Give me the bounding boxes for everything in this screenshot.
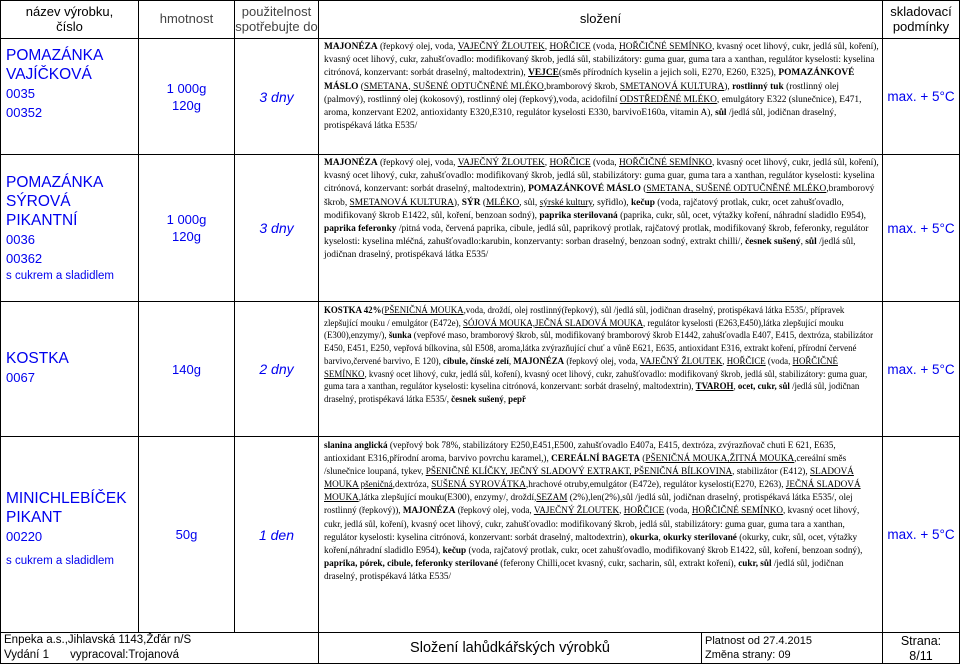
- composition-segment: (: [640, 453, 646, 464]
- shelf-life-cell: [235, 302, 318, 436]
- prepared-by: vypracoval:Trojanová: [70, 649, 180, 661]
- composition-segment: ,voda, droždí, olej rostlinný(řepkový), sůl /jedlá sůl, jodičnan draselný, protispékavá látka E535/, přípravek zlepšující mouku / emulgátor (E472e),: [324, 305, 845, 328]
- composition-segment: ,: [733, 381, 738, 392]
- footer-company: [4, 633, 316, 648]
- document-title: [319, 633, 701, 663]
- header-weight: [139, 11, 234, 31]
- page-label: Strana:: [900, 634, 942, 648]
- composition-segment: sůl: [715, 108, 727, 119]
- composition-segment: ,: [722, 355, 727, 366]
- composition-segment: (okurky, cukr, sůl, ocet, výtažky koření,náhradní sladidlo E954),: [324, 531, 858, 555]
- composition-segment: ),: [453, 197, 462, 208]
- composition-segment: (feferony Chilli,ocet kvasný, cukr, sacharin, sůl, extrakt koření),: [497, 557, 739, 568]
- composition-segment: ,: [503, 393, 509, 404]
- composition-segment: , kvasný ocet lihový, cukr, jedlá sůl, koření), kvasný ocet lihový, cukr, zahušťovadlo: modifikovaný škrob, jedlá sůl, stabilizátory: guma guar, guma tara a xanthan, regulátor kyselosti: kyselina citrónová, konzervant: sorbát draselný, maltodextrin),: [324, 158, 879, 195]
- valid-from: Platnost od 27.4.2015: [705, 635, 813, 647]
- composition-segment: ,látka zlepšující mouku(E300), enzymy/, droždí,: [358, 492, 537, 503]
- composition-segment: ODSTŘEDĚNÉ MLÉKO: [619, 94, 717, 105]
- composition-segment: MAJONÉZA: [402, 505, 456, 516]
- composition-segment: HOŘČIČNÉ SEMÍNKO: [324, 355, 838, 379]
- composition-segment: paprika, pórek, cibule, feferonky sterilované: [324, 557, 498, 568]
- composition-segment: sýrské kultury: [539, 197, 593, 208]
- composition-segment: ,: [658, 531, 664, 542]
- composition-segment: (voda,: [765, 355, 793, 366]
- composition-segment: kečup: [630, 197, 655, 208]
- storage-value: max. + 5°C: [887, 89, 955, 104]
- weight-cell: [139, 437, 234, 632]
- composition-segment: ,hrachové otruby,emulgátor (E472e), regulátor kyselosti(E270, E263),: [525, 479, 786, 490]
- composition-segment: PŠENIČNÁ MOUKA,ŽITNÁ MOUKA: [645, 453, 795, 464]
- header-storage-line2: podmínky: [892, 19, 950, 34]
- composition-segment: JEČNÁ SLADOVÁ MOUKA: [324, 479, 861, 503]
- composition-segment: KOSTKA 42%: [324, 305, 382, 315]
- composition-segment: ,bramborový škrob,: [543, 81, 620, 92]
- product-code: 0067: [6, 370, 35, 385]
- composition-segment: , regulátor kyselosti (E263,E450),látka zlepšující mouku (E300),enzymy/),: [324, 317, 844, 341]
- composition-segment: SLADOVÁ MOUKA pšeničná: [324, 466, 854, 490]
- composition-segment: paprika feferonky: [324, 224, 397, 235]
- shelf-life-value: 3 dny: [259, 88, 294, 105]
- composition-segment: (: [480, 197, 486, 208]
- storage-value: max. + 5°C: [887, 220, 955, 236]
- composition-segment: ,: [619, 505, 624, 516]
- storage-cell: [883, 302, 959, 436]
- header-shelf-line2: spotřebujte do: [235, 19, 318, 34]
- composition-segment: HOŘČIČNÉ SEMÍNKO: [618, 158, 712, 168]
- composition-text: [324, 304, 879, 406]
- storage-cell: [883, 437, 959, 632]
- composition-segment: VEJCE: [528, 68, 559, 79]
- product-name: POMAZÁNKA: [6, 47, 104, 64]
- composition-segment: /jedlá sůl, jodičnan draselný, protispékavá látka E535/: [324, 108, 837, 132]
- composition-segment: VAJEČNÝ ŽLOUTEK: [533, 505, 620, 516]
- composition-segment: , sůl,: [519, 197, 540, 208]
- header-product: [1, 4, 138, 38]
- composition-segment: česnek sušený: [745, 237, 801, 248]
- composition-segment: HOŘČICE: [623, 505, 665, 516]
- composition-segment: (paprika, cukr, sůl, ocet, výtažky koření, náhradní sladidlo E954),: [617, 210, 866, 221]
- composition-segment: ,cereální směs /slunečnice loupaná, tykev,: [324, 453, 847, 477]
- composition-segment: , kvasný ocet lihový, cukr, jedlá sůl, koření), kvasný ocet lihový, cukr, zahušťovadlo: modifikovaný škrob, jedlá sůl, stabilizátory: guma guar, guma tara a xanthan, regulátor kyselosti: kyselina citrónová, konzervant: sorbát draselný, maltodextrin),: [324, 505, 860, 542]
- composition-segment: SMETANOVÁ KULTURA: [349, 197, 454, 208]
- composition-segment: sůl: [805, 237, 817, 248]
- composition-segment: SÓJOVÁ MOUKA,JEČNÁ SLADOVÁ MOUKA: [463, 317, 643, 328]
- composition-cell: [319, 155, 882, 301]
- product-cell: [6, 46, 137, 152]
- composition-segment: cukr, sůl: [738, 557, 772, 568]
- composition-segment: ),: [724, 81, 733, 92]
- composition-cell: [319, 302, 882, 436]
- composition-segment: PŠENIČNÉ KLÍČKY, JEČNÝ SLADOVÝ EXTRAKT, PŠENIČNÁ BÍLKOVINA: [425, 466, 733, 477]
- composition-segment: (směs přírodních kyselin a jejich soli, E270, E260, E325),: [558, 68, 779, 79]
- composition-segment: , syřidlo),: [592, 197, 631, 208]
- product-name: KOSTKA: [6, 350, 69, 367]
- composition-segment: (vepřový bok 78%, stabilizátory E250,E451,E500, zahušťovadlo E407a, E415, dextróza, zvýrazňovač chuti E 621, E635, antioxidant E316,přírodní aroma, barvivo povrchu karamel,),: [324, 440, 836, 464]
- composition-segment: ,bramborový škrob,: [324, 184, 875, 208]
- composition-segment: MAJONÉZA: [324, 42, 378, 52]
- header-storage-line1: skladovací: [890, 4, 952, 19]
- weight-cell: [139, 302, 234, 436]
- product-cell: [6, 173, 137, 299]
- storage-cell: [883, 39, 959, 154]
- composition-segment: POMAZÁNKOVÉ MÁSLO: [324, 68, 855, 92]
- composition-segment: HOŘČICE: [726, 355, 766, 366]
- footer-issue: [4, 647, 316, 663]
- shelf-life-value: 1 den: [258, 526, 295, 543]
- product-code: 00362: [6, 251, 43, 266]
- product-code: 0035: [6, 86, 35, 101]
- composition-segment: PŠENIČNÁ MOUKA: [384, 305, 464, 315]
- weight-value: 1 000g: [166, 80, 207, 96]
- composition-segment: MAJONÉZA: [513, 355, 565, 366]
- composition-segment: POMAZÁNKOVÉ MÁSLO: [528, 184, 641, 195]
- product-name: PIKANTNÍ: [6, 212, 78, 229]
- composition-segment: cibule, čínské zelí: [443, 355, 509, 366]
- product-name: MINICHLEBÍČEK: [6, 490, 127, 507]
- product-name: PIKANT: [6, 509, 62, 526]
- composition-segment: SUŠENÁ SYROVÁTKA: [431, 479, 526, 490]
- composition-segment: HOŘČIČNÉ SEMÍNKO: [618, 42, 712, 52]
- product-name: SÝROVÁ: [6, 193, 71, 210]
- product-code: 00352: [6, 105, 43, 120]
- page-change: Změna strany: 09: [705, 649, 791, 661]
- composition-segment: HOŘČICE: [549, 42, 591, 52]
- composition-segment: MAJONÉZA: [324, 158, 378, 168]
- composition-segment: , kvasný ocet lihový, cukr, jedlá sůl, koření), kvasný ocet lihový, cukr, zahušťovadlo: modifikovaný škrob, jedlá sůl, stabilizátory: guma guar, guma tara a xanthan, regulátor kyselosti: kyselina citrónová, konzervant: sorbát draselný, maltodextrin),: [324, 368, 868, 392]
- product-note: s cukrem a sladidlem: [6, 555, 115, 567]
- shelf-life-cell: [235, 155, 318, 301]
- composition-cell: [319, 437, 882, 632]
- composition-segment: /jedlá sůl, jodičnan draselný, protispékavá látka E535/: [324, 237, 856, 261]
- header-shelf: [235, 4, 318, 38]
- issue-number: Vydání 1: [4, 649, 49, 661]
- header-product-line2: číslo: [56, 19, 83, 34]
- composition-segment: paprika sterilovaná: [539, 210, 618, 221]
- weight-value: 50g: [175, 527, 198, 542]
- weight-value: 120g: [172, 229, 201, 244]
- header-weight-label: hmotnost: [159, 11, 214, 26]
- composition-text: [324, 41, 879, 133]
- composition-segment: (voda, rajčatový protlak, cukr, ocet zahušťovadlo, modifikovaný škrob E1422, sůl, koření, benzoan sodný),: [324, 197, 844, 221]
- product-code: 0036: [6, 232, 35, 247]
- composition-segment: (řepkový olej, voda,: [377, 42, 458, 52]
- composition-segment: pepř: [508, 393, 526, 404]
- product-cell: [6, 349, 137, 409]
- composition-segment: HOŘČIČNÉ SEMÍNKO: [691, 505, 784, 516]
- composition-segment: (: [381, 305, 385, 315]
- composition-segment: (voda,: [590, 158, 619, 168]
- composition-segment: ,: [800, 237, 806, 248]
- composition-segment: (: [358, 81, 364, 92]
- composition-segment: SMETANA, SUŠENÉ ODTUČNĚNÉ MLÉKO: [646, 184, 827, 195]
- weight-value: 1 000g: [166, 212, 207, 227]
- composition-segment: kečup: [442, 544, 467, 555]
- composition-segment: TVAROH: [695, 381, 734, 392]
- composition-segment: SÝR: [461, 197, 481, 208]
- composition-segment: ocet, cukr, sůl: [737, 381, 790, 392]
- composition-segment: , kvasný ocet lihový, cukr, jedlá sůl, koření), kvasný ocet lihový, cukr, zahušťovadlo: modifikovaný škrob, jedlá sůl, stabilizátory: guma guar, guma tara a xanthan, regulátor kyselosti: kyselina citrónová, konzervant: sorbát draselný, maltodextrin),: [324, 42, 879, 79]
- weight-cell: [139, 155, 234, 301]
- composition-segment: VAJEČNÝ ŽLOUTEK: [457, 42, 545, 52]
- composition-segment: (voda,: [590, 42, 619, 52]
- composition-segment: SMETANA, SUŠENÉ ODTUČNĚNÉ MLÉKO: [363, 81, 544, 92]
- composition-segment: /jedlá sůl, jodičnan draselný, protispékavá látka E535/: [324, 557, 844, 581]
- composition-segment: SEZAM: [536, 492, 568, 503]
- shelf-life-cell: [235, 39, 318, 154]
- composition-segment: HOŘČICE: [549, 158, 591, 168]
- composition-segment: ,: [508, 355, 514, 366]
- weight-value: 120g: [172, 97, 201, 113]
- composition-segment: ,dextróza,: [392, 479, 432, 490]
- composition-text: [324, 439, 879, 583]
- header-shelf-line1: použitelnost: [241, 4, 312, 19]
- storage-value: max. + 5°C: [887, 361, 955, 377]
- composition-segment: (řepkový olej, voda,: [455, 505, 534, 516]
- composition-segment: VAJEČNÝ ŽLOUTEK: [457, 158, 545, 168]
- composition-segment: SMETANOVÁ KULTURA: [619, 81, 725, 92]
- composition-segment: ,: [544, 158, 550, 168]
- header-composition: [319, 11, 882, 31]
- composition-segment: (rostlinný olej (palmový), rostlinný olej (kokosový), rostlinný olej (řepkový),voda, acidofilní: [324, 81, 839, 105]
- composition-segment: /jedlá sůl, jodičnan draselný, protispékavá látka E535/,: [324, 381, 860, 404]
- storage-value: max. + 5°C: [887, 527, 955, 542]
- composition-segment: česnek sušený: [451, 393, 504, 404]
- product-note: s cukrem a sladidlem: [6, 270, 115, 282]
- composition-segment: (voda, rajčatový protlak, cukr, ocet zahušťovadlo, modifikovaný škrob E1422, sůl, koření, benzoan sodný),: [466, 544, 863, 555]
- shelf-life-value: 2 dny: [259, 361, 294, 377]
- product-cell: [6, 489, 137, 589]
- composition-segment: ,: [544, 42, 550, 52]
- header-storage: [883, 4, 959, 38]
- company-address: Enpeka a.s.,Jihlavská 1143,Žďár n/S: [4, 634, 192, 646]
- composition-segment: VAJEČNÝ ŽLOUTEK: [639, 355, 723, 366]
- shelf-life-cell: [235, 437, 318, 632]
- storage-cell: [883, 155, 959, 301]
- product-name: VAJÍČKOVÁ: [6, 66, 92, 83]
- composition-segment: okurky sterilované: [663, 531, 737, 542]
- weight-cell: [139, 39, 234, 154]
- composition-segment: (: [640, 184, 647, 195]
- shelf-life-value: 3 dny: [259, 220, 294, 236]
- composition-segment: rostlinný tuk: [732, 81, 784, 92]
- composition-segment: (2%),len(2%),sůl /jedlá sůl, jodičnan draselný, protispékavá látka E535/, olej rostlinný (řepkový)),: [324, 492, 853, 516]
- composition-segment: MLÉKO: [485, 197, 520, 208]
- composition-text: [324, 157, 879, 263]
- product-code: 00220: [6, 529, 43, 544]
- composition-segment: (voda,: [664, 505, 692, 516]
- composition-segment: (vepřové maso, bramborový škrob, sůl, modifikovaný bramborový škrob E1442, zahušťovadla E407, E415, dextróza, stabilizátor E450, E451, E250, vepřová bílkovina, sůl E508, aroma,látka zvýrazňující chuť a vůně E621, E635, antioxidant E316, extrakt koření, přírodní červené barvivo,červené barvivo, E 120),: [324, 330, 874, 366]
- composition-cell: [319, 39, 882, 154]
- weight-value: 140g: [172, 361, 201, 377]
- composition-segment: CEREÁLNÍ BAGETA: [551, 453, 640, 464]
- composition-segment: (řepkový olej, voda,: [564, 355, 640, 366]
- header-product-line1: název výrobku,: [25, 4, 114, 19]
- product-name: POMAZÁNKA: [6, 174, 104, 191]
- footer-page: [883, 633, 959, 663]
- composition-segment: (řepkový olej, voda,: [377, 158, 458, 168]
- composition-segment: /pitná voda, červená paprika, cibule, jedlá sůl, paprikový protlak, rajčatový protlak, modifikovaný škrob, feferonky, regulátor kyselosti: kyselina mléčná, zahušťovadlo:karubin, konzervanty: sorban draselný, benzoan sodný, extrakt chilli/,: [324, 224, 869, 248]
- header-composition-label: složení: [579, 11, 622, 26]
- footer-validity: [705, 633, 881, 663]
- composition-segment: , stabilizátor (E412),: [732, 466, 810, 477]
- document-title-text: Složení lahůdkářských výrobků: [410, 640, 610, 656]
- composition-segment: , emulgátory E322 (slunečnice), E471, aroma, konzervant E202, antioxidanty E320,E310, regulátor kyselosti E330, barvivoE160a, vitamin A),: [324, 94, 862, 119]
- composition-segment: šunka: [388, 330, 412, 341]
- composition-segment: slanina anglická: [324, 440, 388, 450]
- composition-segment: okurka: [629, 531, 659, 542]
- page-number: 8/11: [909, 649, 933, 663]
